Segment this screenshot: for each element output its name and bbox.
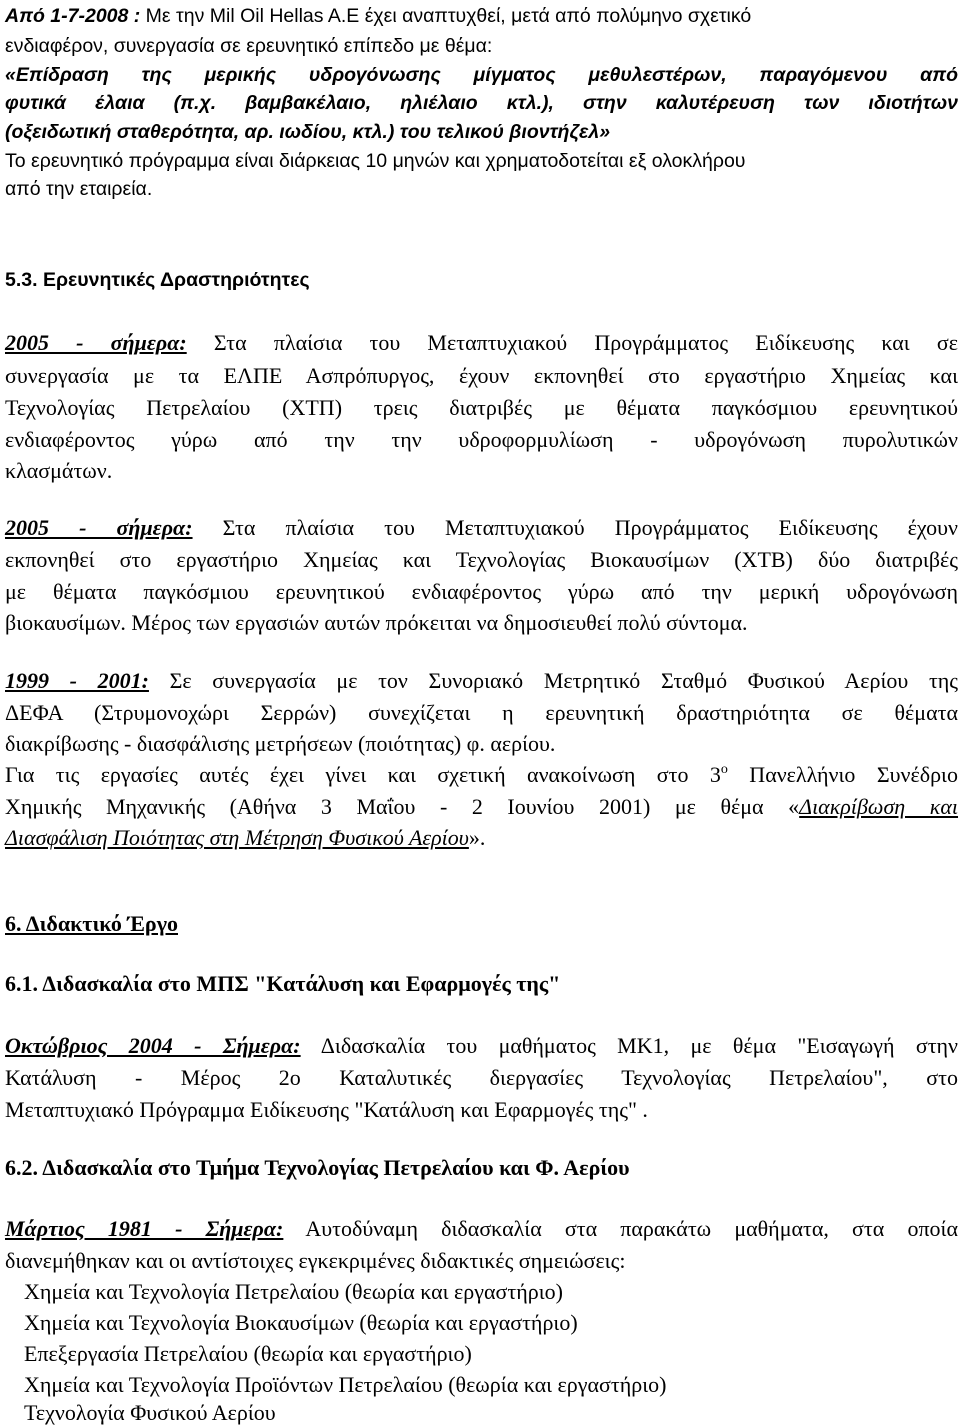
intro-text: Με την Mil Oil Hellas A.E έχει αναπτυχθεί, μετά από πολύμηνο σχετικό: [140, 5, 752, 27]
activity-3-date: 1999 - 2001:: [5, 668, 149, 693]
intro-topic-line-1: «Επίδραση της μερικής υδρογόνωσης μίγματος μεθυλεστέρων, παραγόμενου από: [5, 64, 958, 86]
teaching-2-text: Αυτοδύναμη διδασκαλία στα παρακάτω μαθήματα, στα οποία: [283, 1216, 958, 1241]
activity-1-text: Στα πλαίσια του Μεταπτυχιακού Προγράμματος Ειδίκευσης και σε: [186, 330, 958, 355]
activity-2-text: Στα πλαίσια του Μεταπτυχιακού Προγράμματος Ειδίκευσης έχουν: [192, 515, 958, 540]
course-item: Τεχνολογία Φυσικού Αερίου: [24, 1400, 276, 1425]
activity-3-line-3: διακρίβωσης - διασφάλισης μετρήσεων (ποιότητας) φ. αερίου.: [5, 731, 556, 756]
superscript: ο: [720, 762, 728, 777]
activity-3-line-6: [5, 822, 960, 853]
intro-line-7: από την εταιρεία.: [5, 178, 153, 200]
intro-line-2: ενδιαφέρον, συνεργασία σε ερευνητικό επίπεδο με θέμα:: [5, 35, 493, 57]
activity-3-line-1: [5, 665, 958, 696]
closing-quote: ».: [468, 825, 486, 850]
teaching-1-line-1: [5, 1030, 958, 1061]
teaching-2-date: Μάρτιος 1981 - Σήμερα:: [5, 1216, 284, 1241]
activity-3-text: Σε συνεργασία με τον Συνοριακό Μετρητικό Σταθμό Φυσικού Αερίου της: [148, 668, 959, 693]
teaching-2-line-1: [5, 1213, 958, 1244]
activity-1-line-1: [5, 327, 958, 358]
course-item: Χημεία και Τεχνολογία Προϊόντων Πετρελαίου (θεωρία και εργαστήριο): [24, 1372, 667, 1397]
section-6-heading: 6. Διδακτικό Έργο: [5, 911, 178, 936]
teaching-1-date: Οκτώβριος 2004 - Σήμερα:: [5, 1033, 301, 1058]
teaching-1-text: Διδασκαλία του μαθήματος ΜΚ1, με θέμα "Εισαγωγή στην: [300, 1033, 958, 1058]
intro-line-1: [5, 2, 960, 30]
teaching-1-line-2: Κατάλυση - Μέρος 2ο Καταλυτικές διεργασίες Τεχνολογίας Πετρελαίου", στο: [5, 1065, 958, 1090]
intro-topic-line-3: (οξειδωτική σταθερότητα, αρ. ιωδίου, κτλ.) του τελικού βιοντήζελ»: [5, 121, 611, 143]
activity-1-line-5: κλασμάτων.: [5, 458, 113, 483]
section-6-2-heading: 6.2. Διδασκαλία στο Τμήμα Τεχνολογίας Πετρελαίου και Φ. Αερίου: [5, 1155, 630, 1180]
activity-1-line-3: Τεχνολογίας Πετρελαίου (ΧΤΠ) τρεις διατριβές με θέματα παγκόσμιου ερευνητικού: [5, 395, 958, 420]
announcement-text-cont: Πανελλήνιο Συνέδριο: [727, 762, 958, 787]
teaching-2-line-2: διανεμήθηκαν και οι αντίστοιχες εγκεκριμένες διδακτικές σημειώσεις:: [5, 1248, 626, 1273]
activity-2-line-2: εκπονηθεί στο εργαστήριο Χημείας και Τεχνολογίας Βιοκαυσίμων (ΧΤΒ) δύο διατριβές: [5, 547, 958, 572]
intro-date: Από 1-7-2008 :: [5, 5, 141, 27]
section-5-3-heading: 5.3. Ερευνητικές Δραστηριότητες: [5, 269, 310, 291]
activity-2-line-1: [5, 512, 958, 543]
activity-2-date: 2005 - σήμερα:: [5, 515, 193, 540]
activity-1-date: 2005 - σήμερα:: [5, 330, 187, 355]
intro-topic-line-2: φυτικά έλαια (π.χ. βαμβακέλαιο, ηλιέλαιο κτλ.), στην καλυτέρευση των ιδιοτήτων: [5, 92, 958, 114]
conference-text: Χημικής Μηχανικής (Αθήνα 3 Μαΐου - 2 Ιουνίου 2001) με θέμα «: [5, 794, 800, 819]
intro-line-6: Το ερευνητικό πρόγραμμα είναι διάρκειας 10 μηνών και χρηματοδοτείται εξ ολοκλήρου: [5, 150, 746, 172]
course-item: Επεξεργασία Πετρελαίου (θεωρία και εργαστήριο): [24, 1341, 472, 1366]
activity-2-line-4: βιοκαυσίμων. Μέρος των εργασιών αυτών πρόκειται να δημοσιευθεί πολύ σύντομα.: [5, 610, 748, 635]
activity-3-line-2: ΔΕΦΑ (Στρυμονοχώρι Σερρών) συνεχίζεται η ερευνητική δραστηριότητα σε θέματα: [5, 700, 958, 725]
conference-title-part-1: Διακρίβωση και: [799, 794, 959, 819]
activity-3-line-5: [5, 791, 958, 822]
activity-1-line-2: συνεργασία με τα ΕΛΠΕ Ασπρόπυργος, έχουν εκπονηθεί στο εργαστήριο Χημείας και: [5, 363, 958, 388]
activity-1-line-4: ενδιαφέροντος γύρω από την την υδροφορμυλίωση - υδρογόνωση πυρολυτικών: [5, 427, 958, 452]
conference-title-part-2: Διασφάλιση Ποιότητας στη Μέτρηση Φυσικού Αερίου: [5, 825, 469, 850]
section-6-1-heading: 6.1. Διδασκαλία στο ΜΠΣ "Κατάλυση και Εφαρμογές της": [5, 971, 561, 996]
activity-2-line-3: με θέματα παγκόσμιου ερευνητικού ενδιαφέροντος γύρω από την μερική υδρογόνωση: [5, 579, 958, 604]
course-item: Χημεία και Τεχνολογία Πετρελαίου (θεωρία και εργαστήριο): [24, 1279, 563, 1304]
teaching-1-line-3: Μεταπτυχιακό Πρόγραμμα Ειδίκευσης "Κατάλυση και Εφαρμογές της" .: [5, 1097, 648, 1122]
activity-3-line-4: [5, 759, 958, 790]
announcement-text: Για τις εργασίες αυτές έχει γίνει και σχετική ανακοίνωση στο 3: [5, 762, 721, 787]
course-item: Χημεία και Τεχνολογία Βιοκαυσίμων (θεωρία και εργαστήριο): [24, 1310, 578, 1335]
